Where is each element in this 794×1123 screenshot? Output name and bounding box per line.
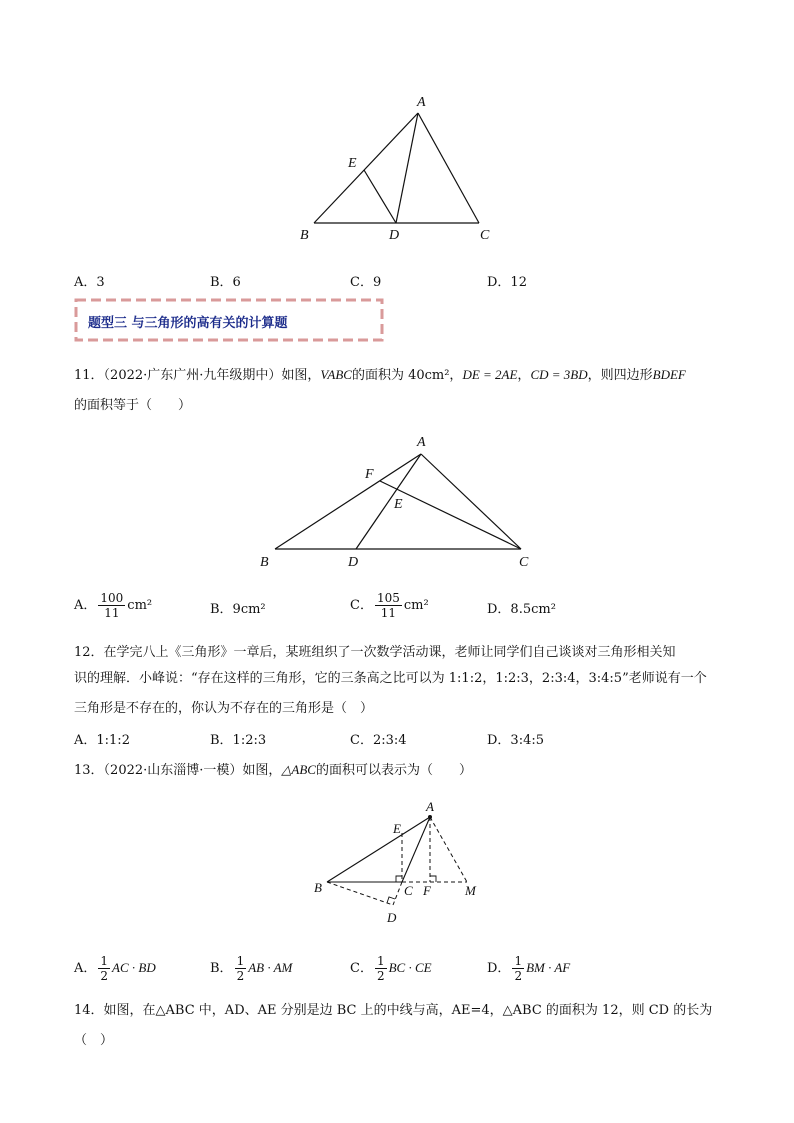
q10-option-c[interactable]: C．9 (350, 275, 382, 290)
label-c: C (519, 555, 529, 570)
q13-option-c[interactable]: C． $\frac{1}{2}$ BC · CE (350, 954, 432, 983)
fraction-half: $\frac{1}{2}$ (376, 954, 385, 983)
q11-stem-line2: 的面积等于（ ） (74, 398, 192, 413)
label-d: D (387, 910, 397, 925)
figure-q11 (255, 430, 545, 575)
q10-option-d[interactable]: D．12 (487, 275, 527, 290)
label-e: E (348, 156, 357, 171)
label-d: D (389, 228, 400, 243)
segment-ac (418, 113, 479, 223)
q13-stem: 13．（2022·山东淄博·一模）如图，△ABC的面积可以表示为（ ） (74, 762, 472, 778)
label-b: B (300, 228, 309, 243)
label-c: C (480, 228, 490, 243)
q12-stem-line1: 12．在学完八上《三角形》一章后，某班组织了一次数学活动课，老师让同学们自己谈谈对三角形相关知 (74, 645, 676, 660)
q13-option-b[interactable]: B． $\frac{1}{2}$ AB · AM (210, 954, 293, 983)
segment-bd (327, 882, 393, 905)
segment-am (430, 817, 467, 882)
label-e: E (394, 497, 403, 512)
q11-option-c[interactable]: C． $\frac{105}{11}$ cm² (350, 591, 429, 620)
fraction: $\frac{100}{11}$ (100, 591, 124, 620)
q14-stem-line2: （ ） (74, 1033, 114, 1048)
label-c: C (404, 883, 413, 898)
q11-option-b[interactable]: B．9cm² (210, 602, 266, 617)
label-a: A (426, 800, 434, 814)
label-d: D (348, 555, 359, 570)
q11-stem-line1: 11．（2022·广东广州·九年级期中）如图，VABC的面积为 40cm²，DE = 2AE，CD = 3BD，则四边形BDEF (74, 367, 686, 383)
figure-q13 (305, 800, 495, 930)
segment-ad (396, 113, 418, 223)
label-e: E (393, 821, 401, 836)
q11-option-d[interactable]: D．8.5cm² (487, 602, 556, 617)
segment-cd (393, 882, 402, 905)
segment-ac (402, 817, 430, 882)
label-b: B (260, 555, 269, 570)
section-title: 题型三 与三角形的高有关的计算题 (88, 316, 288, 331)
q12-stem-line3: 三角形是不存在的，你认为不存在的三角形是（ ） (74, 701, 374, 716)
label-f: F (365, 467, 374, 482)
fraction: $\frac{105}{11}$ (376, 591, 400, 620)
q12-option-b[interactable]: B．1:2:3 (210, 733, 267, 748)
segment-ed (364, 170, 396, 223)
fraction-half: $\frac{1}{2}$ (236, 954, 245, 983)
label-m: M (465, 883, 476, 898)
q10-option-a[interactable]: A．3 (74, 275, 105, 290)
segment-ab (314, 113, 418, 223)
label-a: A (417, 435, 426, 450)
label-f: F (423, 883, 431, 898)
q10-option-b[interactable]: B．6 (210, 275, 241, 290)
label-a: A (417, 95, 426, 110)
q13-option-a[interactable]: A． $\frac{1}{2}$ AC · BD (74, 954, 156, 983)
q11-option-a[interactable]: A． $\frac{100}{11}$ cm² (74, 591, 153, 620)
q13-option-d[interactable]: D． $\frac{1}{2}$ BM · AF (487, 954, 571, 983)
q14-stem-line1: 14．如图，在△ABC 中，AD、AE 分别是边 BC 上的中线与高，AE=4，△ABC 的面积为 12，则 CD 的长为 (74, 1003, 713, 1018)
fraction-half: $\frac{1}{2}$ (514, 954, 523, 983)
fraction-half: $\frac{1}{2}$ (100, 954, 109, 983)
figure-q10 (290, 90, 510, 250)
segment-ba (327, 817, 430, 882)
segment-fc (380, 481, 521, 549)
segment-ac (421, 454, 521, 549)
q12-option-a[interactable]: A．1:1:2 (74, 733, 130, 748)
q12-option-d[interactable]: D．3:4:5 (487, 733, 544, 748)
q12-stem-line2: 识的理解．小峰说：“存在这样的三角形，它的三条高之比可以为 1:1:2，1:2:3，2:3:4，3:4:5”老师说有一个 (74, 671, 707, 686)
q12-option-c[interactable]: C．2:3:4 (350, 733, 407, 748)
label-b: B (314, 880, 322, 895)
